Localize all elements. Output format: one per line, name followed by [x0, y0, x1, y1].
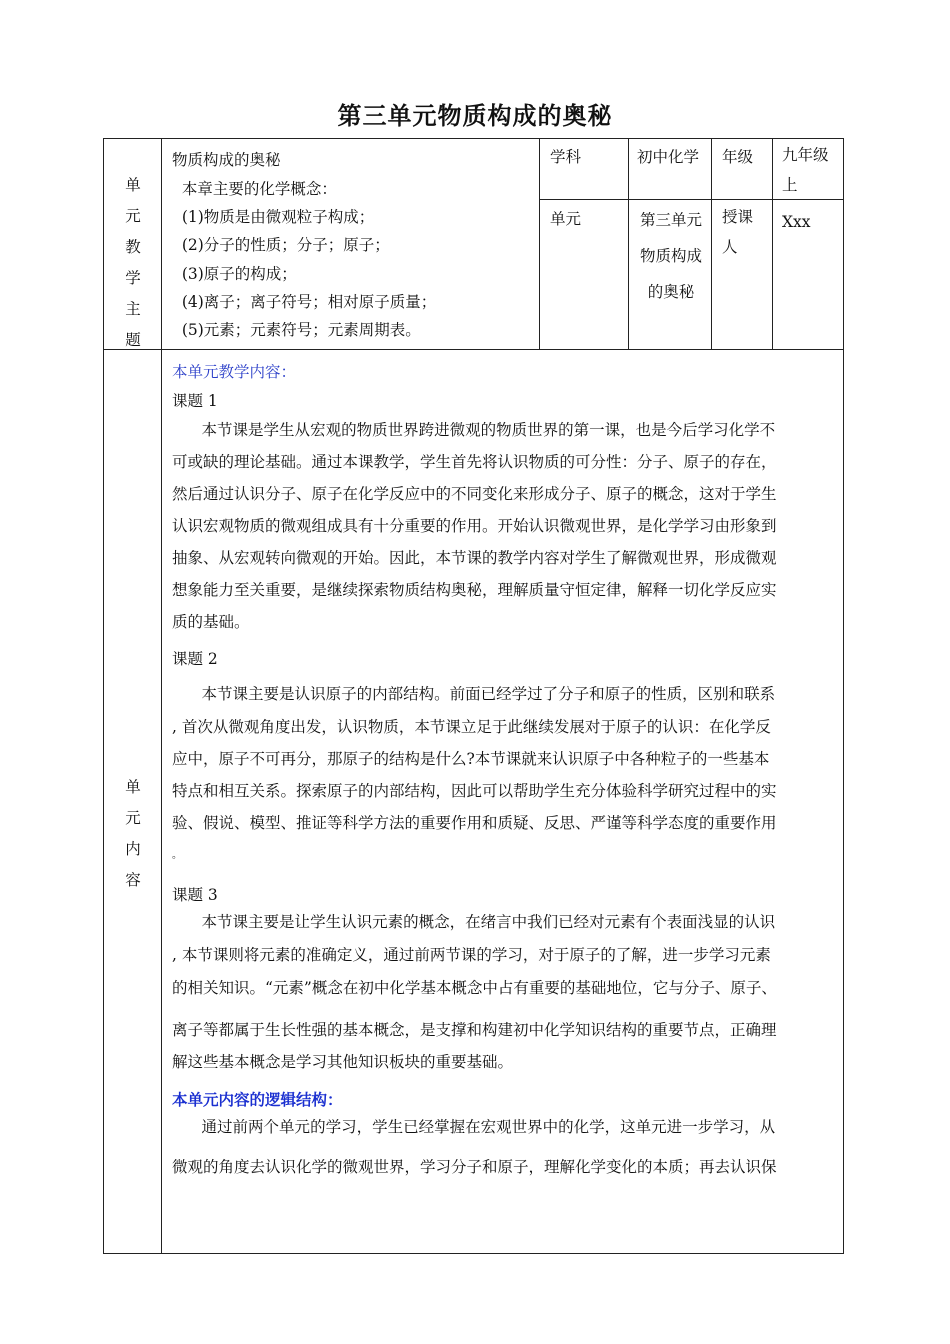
lesson3-line: 本节课主要是让学生认识元素的概念，在绪言中我们已经对元素有个表面浅显的认识 — [172, 913, 776, 931]
logic-line: 微观的角度去认识化学的微观世界，学习分子和原子，理解化学变化的本质；再去认识保 — [172, 1158, 777, 1176]
lesson1-line: 认识宏观物质的微观组成具有十分重要的作用。开始认识微观世界，是化学学习由形象到 — [172, 517, 777, 535]
lesson1-line: 抽象、从宏观转向微观的开始。因此，本节课的教学内容对学生了解微观世界，形成微观 — [172, 549, 777, 567]
subject-value: 初中化学 — [637, 148, 700, 166]
teacher-value: Xxx — [782, 213, 811, 231]
divider — [161, 138, 162, 1254]
content-heading: 本单元教学内容： — [172, 363, 297, 381]
logic-heading: 本单元内容的逻辑结构： — [172, 1090, 343, 1109]
unit-value: 第三单元物质构成的奥秘 — [639, 211, 702, 301]
topic-line: (2)分子的性质；分子；原子； — [172, 236, 390, 254]
topic-line: 本章主要的化学概念： — [172, 180, 337, 198]
unit-topic-label: 单元教学主题 — [125, 176, 141, 349]
subject-label: 学科 — [550, 148, 582, 166]
lesson1-title: 课题 1 — [172, 392, 218, 410]
divider — [628, 138, 629, 349]
lesson1-line: 本节课是学生从宏观的物质世界跨进微观的物质世界的第一课，也是今后学习化学不 — [172, 421, 776, 439]
lesson3-title: 课题 3 — [172, 886, 218, 904]
lesson2-line: 本节课主要是认识原子的内部结构。前面已经学过了分子和原子的性质，区别和联系 — [172, 685, 776, 703]
lesson2-line: 。 — [172, 850, 182, 861]
divider — [103, 349, 844, 350]
divider — [539, 138, 540, 349]
logic-line: 通过前两个单元的学习，学生已经掌握在宏观世界中的化学，这单元进一步学习，从 — [172, 1118, 776, 1136]
topic-line: (4)离子；离子符号；相对原子质量； — [172, 293, 437, 311]
topic-line: (5)元素；元素符号；元素周期表。 — [172, 321, 421, 339]
lesson1-line: 然后通过认识分子、原子在化学反应中的不同变化来形成分子、原子的概念，这对于学生 — [172, 485, 777, 503]
topic-line: 物质构成的奥秘 — [172, 151, 281, 169]
teacher-label: 授课人 — [722, 208, 754, 256]
lesson2-line: 特点和相互关系。探索原子的内部结构，因此可以帮助学生充分体验科学研究过程中的实 — [172, 782, 777, 800]
lesson1-line: 想象能力至关重要，是继续探索物质结构奥秘，理解质量守恒定律，解释一切化学反应实 — [172, 581, 777, 599]
unit-content-label: 单元内容 — [125, 778, 141, 889]
page-title: 第三单元物质构成的奥秘 — [337, 101, 613, 130]
lesson3-line: 解这些基本概念是学习其他知识板块的重要基础。 — [172, 1053, 514, 1071]
divider — [772, 138, 773, 349]
lesson1-line: 质的基础。 — [172, 613, 250, 631]
lesson2-title: 课题 2 — [172, 650, 218, 668]
lesson2-line: 应中，原子不可再分，那原子的结构是什么?本节课就来认识原子中各种粒子的一些基本 — [172, 750, 770, 768]
grade-value: 九年级上 — [782, 146, 829, 194]
topic-line: (1)物质是由微观粒子构成； — [172, 208, 375, 226]
lesson2-line: , 首次从微观角度出发，认识物质，本节课立足于此继续发展对于原子的认识：在化学反 — [172, 718, 771, 736]
grade-label: 年级 — [722, 148, 754, 166]
divider — [711, 138, 712, 349]
lesson3-line: 的相关知识。“元素”概念在初中化学基本概念中占有重要的基础地位，它与分子、原子、 — [172, 979, 777, 997]
lesson3-line: 离子等都属于生长性强的基本概念，是支撑和构建初中化学知识结构的重要节点，正确理 — [172, 1021, 777, 1039]
lesson1-line: 可或缺的理论基础。通过本课教学，学生首先将认识物质的可分性：分子、原子的存在， — [172, 453, 777, 471]
topic-line: (3)原子的构成； — [172, 265, 297, 283]
unit-label: 单元 — [550, 210, 582, 228]
lesson3-line: , 本节课则将元素的准确定义，通过前两节课的学习，对于原子的了解，进一步学习元素 — [172, 946, 771, 964]
lesson2-line: 验、假说、模型、推证等科学方法的重要作用和质疑、反思、严谨等科学态度的重要作用 — [172, 814, 777, 832]
